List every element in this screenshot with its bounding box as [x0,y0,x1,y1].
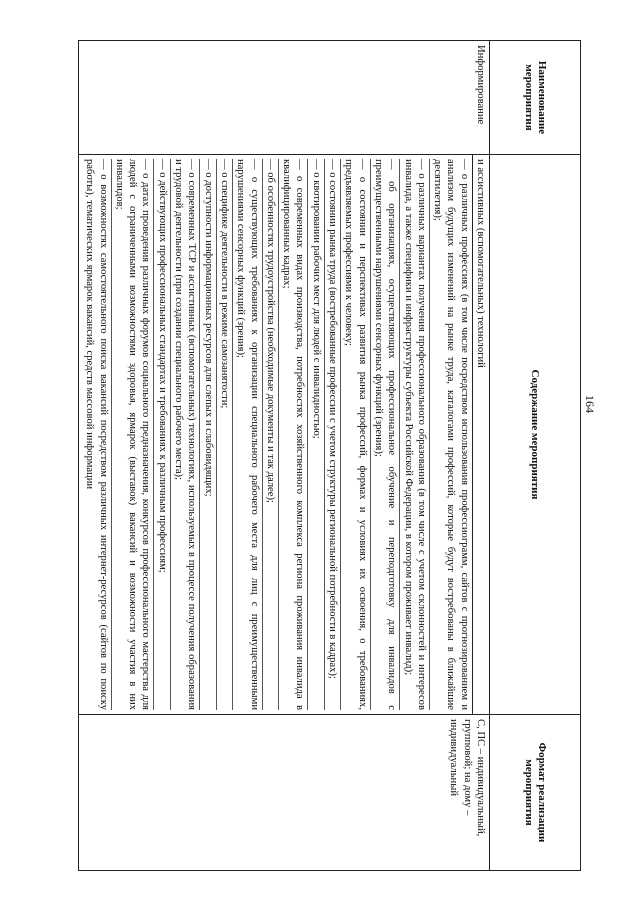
list-item: — об организациях, осуществляющих профессиональное обучение и переподготовку для инвалидов с преимущественными нарушениями сенсорных функций (зрения); [370,159,399,710]
header-name: Наименование мероприятия [490,41,581,155]
page-number: 164 [583,395,597,413]
list-item: — о состоянии и перспективах развития рынка профессий, формах и условиях их освоения, о требованиях, предъявляемых профессиями к человеку; [340,159,369,710]
list-item: — о специфике деятельности в режиме самозанятости; [216,159,231,710]
list-item: — о существующих требованиях к организации специального рабочего места для лиц с преимущественными нарушениями сенсорных функций (зрения); [232,159,261,710]
list-item: — о датах проведения различных форумов социального предназначения, конкурсов профессионального мастерства для людей с ограниченными возможностями здоровья, ярмарок (выставок) вакансий и возможности участия в них инвалидов; [111,159,153,710]
list-item: — о состоянии рынка труда (востребованные профессии с учетом структуры региональной потребности в кадрах); [324,159,339,710]
header-format: Формат реализации мероприятия [490,715,581,871]
rotated-table-wrapper [84,40,581,870]
list-item: — о доступности информационных ресурсов для слепых и слабовидящих; [199,159,214,710]
content-list [82,159,471,710]
list-item: — о возможностях самостоятельного поиска вакансий посредством различных интернет-ресурсов (сайтов по поиску работы), тематических ярмарок вакансий, средств массовой информации [84,159,109,710]
table-header-row [490,41,581,871]
list-item: — о квотировании рабочих мест для людей с инвалидностью; [307,159,322,710]
header-content: Содержание мероприятия [490,155,581,715]
content-intro: и ассистивных (вспомогательных) технологий [472,155,487,714]
list-item: — о различных профессиях (в том числе посредством использования профессиограмм, сайтов с прогнозированием и анализом будущих изменений на рынке труда, каталогами профессий, которые будут востребованы в ближайшие десятилетия); [429,159,471,710]
events-table [78,40,581,871]
list-item: — о различных вариантах получения профессионального образования (в том числе с учетом склонностей и интересов инвалида, а также специфики и инфраструктуры субъекта Российской Федерации, в котором проживает инвалид); [399,159,428,710]
list-item: — о действующих профессиональных стандартах и требованиях к различным профессиям; [153,159,168,710]
list-item: — о современных видах производства, потребностях хозяйственного комплекса региона проживания инвалида в квалифицированных кадрах; [278,159,307,710]
cell-name: Информирование [78,41,489,155]
list-item: — о современных ТСР и ассистивных (вспомогательных) технологиях, используемых в процессе получения образования и трудовой деятельности (при создании специального рабочего места); [170,159,199,710]
table-row [78,41,489,871]
cell-format: С, ПС – индивидуальный, групповой; на дому – индивидуальный [78,715,489,871]
cell-content [78,155,489,715]
list-item: — об особенностях трудоустройства (необходимые документы и так далее); [262,159,277,710]
